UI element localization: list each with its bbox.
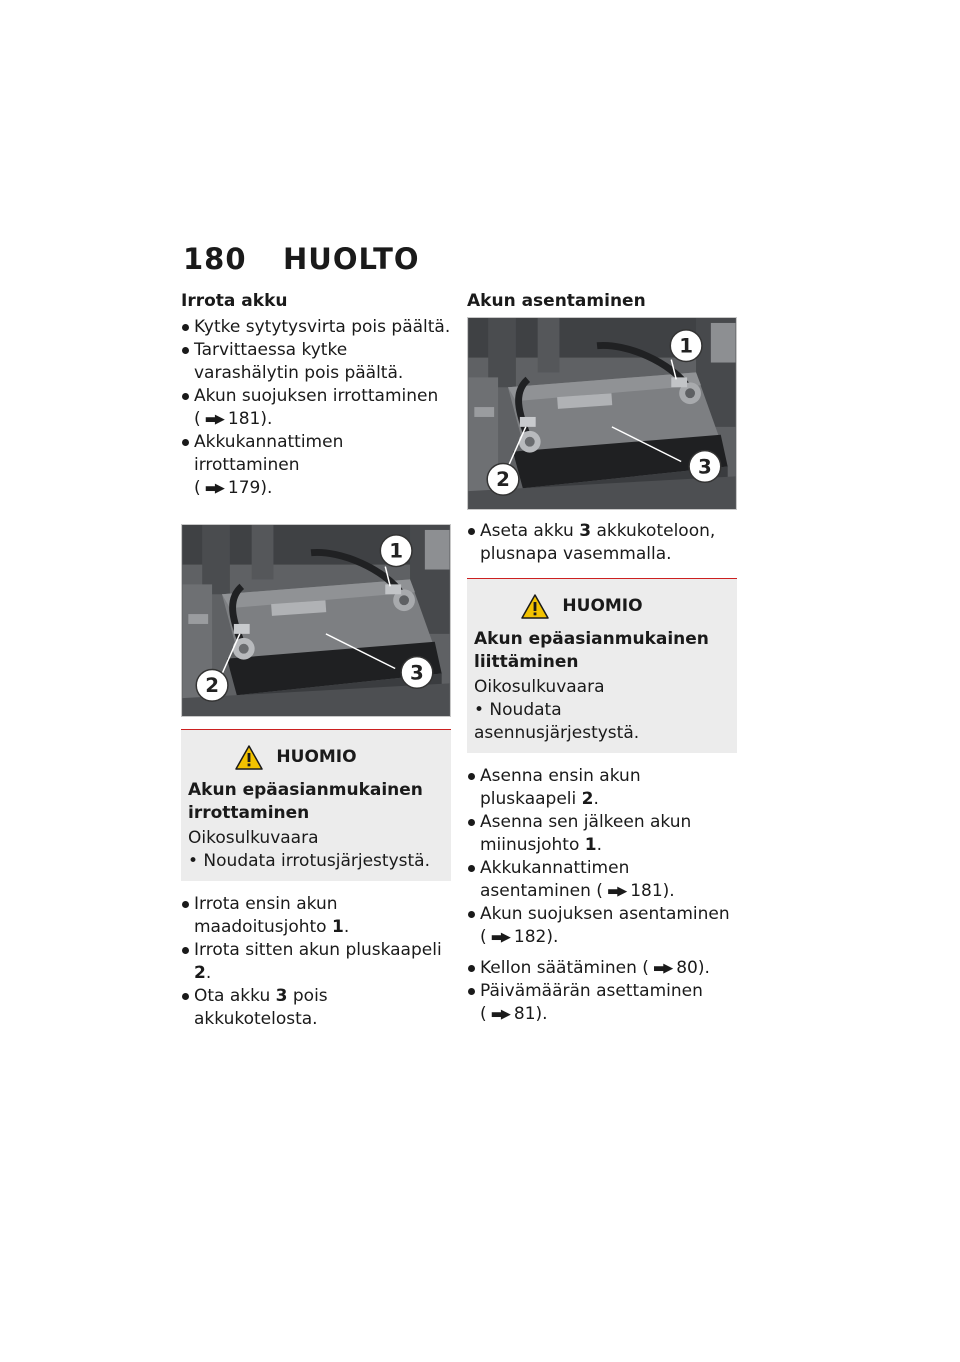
list-item: Tarvittaessa kytke varashälytin pois päältä.	[181, 339, 451, 385]
page-reference: 181).	[227, 409, 273, 429]
list-item: Akkukannattimen irrottaminen ( ▬▶ 179).	[181, 431, 451, 500]
section-title: HUOLTO	[283, 242, 420, 276]
notice-cause: Oikosulkuvaara	[188, 828, 319, 848]
list-item: Kytke sytytysvirta pois päältä.	[181, 316, 451, 339]
notice-action: • Noudata irrotusjärjestystä.	[188, 851, 430, 871]
page-reference-arrow-icon: ▬▶	[204, 412, 223, 427]
list-item: Asenna sen jälkeen akun miinusjohto 1.	[467, 811, 737, 857]
list-item: Ota akku 3 pois akkukotelosta.	[181, 985, 451, 1031]
callout-3	[689, 451, 721, 483]
battery-removal-figure	[181, 524, 451, 717]
callout-1	[670, 330, 702, 362]
left-column	[181, 290, 451, 1031]
removal-steps	[181, 893, 451, 1031]
page-reference: 81).	[513, 1004, 548, 1024]
notice-title: HUOMIO	[276, 747, 357, 767]
page-reference-arrow-icon: ▬▶	[652, 961, 672, 976]
page-reference: 80).	[676, 958, 710, 978]
list-item: Päivämäärän asettaminen ( ▬▶ 81).	[467, 980, 737, 1026]
battery-install-figure	[467, 317, 737, 510]
list-item: Irrota ensin akun maadoitusjohto 1.	[181, 893, 451, 939]
list-item: Kellon säätäminen ( ▬▶ 80).	[467, 957, 737, 980]
page-reference: 179).	[227, 478, 273, 498]
svg-text:3: 3	[410, 661, 424, 685]
svg-text:1: 1	[679, 334, 694, 358]
removal-prep-steps	[181, 316, 451, 500]
list-item: Akkukannattimen asentaminen ( ▬▶ 181).	[467, 857, 737, 903]
callout-2	[487, 463, 519, 495]
page-reference-arrow-icon: ▬▶	[606, 884, 626, 899]
list-item: Irrota sitten akun pluskaapeli 2.	[181, 939, 451, 985]
list-item: Aseta akku 3 akkukoteloon, plusnapa vasemmalla.	[467, 520, 737, 566]
notice-action: • Noudata asennusjärjestystä.	[474, 700, 640, 743]
list-item: Akun suojuksen irrottaminen ( ▬▶ 181).	[181, 385, 451, 431]
install-steps	[467, 765, 737, 949]
callout-3	[401, 657, 433, 689]
page-header	[183, 242, 420, 276]
svg-text:1: 1	[389, 539, 404, 563]
final-steps	[467, 957, 737, 1026]
warning-triangle-icon	[234, 744, 264, 771]
notice-cause: Oikosulkuvaara	[474, 677, 605, 697]
notice-subtitle: Akun epäasianmukainen liittäminen	[474, 629, 709, 672]
page-reference: 182).	[513, 927, 559, 947]
warning-notice	[181, 729, 451, 881]
page-reference-arrow-icon: ▬▶	[204, 481, 223, 496]
callout-1	[380, 535, 412, 567]
install-prep-steps	[467, 520, 737, 566]
callout-2	[196, 669, 228, 701]
notice-subtitle: Akun epäasianmukainen irrottaminen	[188, 780, 423, 823]
page-reference-arrow-icon: ▬▶	[490, 1007, 509, 1022]
svg-text:2: 2	[496, 468, 510, 492]
right-column	[467, 290, 737, 1026]
page-number: 180	[183, 242, 247, 276]
page-reference: 181).	[630, 881, 675, 901]
svg-text:2: 2	[205, 674, 219, 698]
install-battery-heading: Akun asentaminen	[467, 291, 646, 311]
page-reference-arrow-icon: ▬▶	[490, 930, 509, 945]
list-item: Asenna ensin akun pluskaapeli 2.	[467, 765, 737, 811]
notice-title: HUOMIO	[562, 596, 643, 616]
list-item: Akun suojuksen asentaminen ( ▬▶ 182).	[467, 903, 737, 949]
svg-text:3: 3	[698, 455, 712, 479]
remove-battery-heading: Irrota akku	[181, 291, 288, 311]
warning-notice	[467, 578, 737, 753]
warning-triangle-icon	[520, 593, 550, 620]
